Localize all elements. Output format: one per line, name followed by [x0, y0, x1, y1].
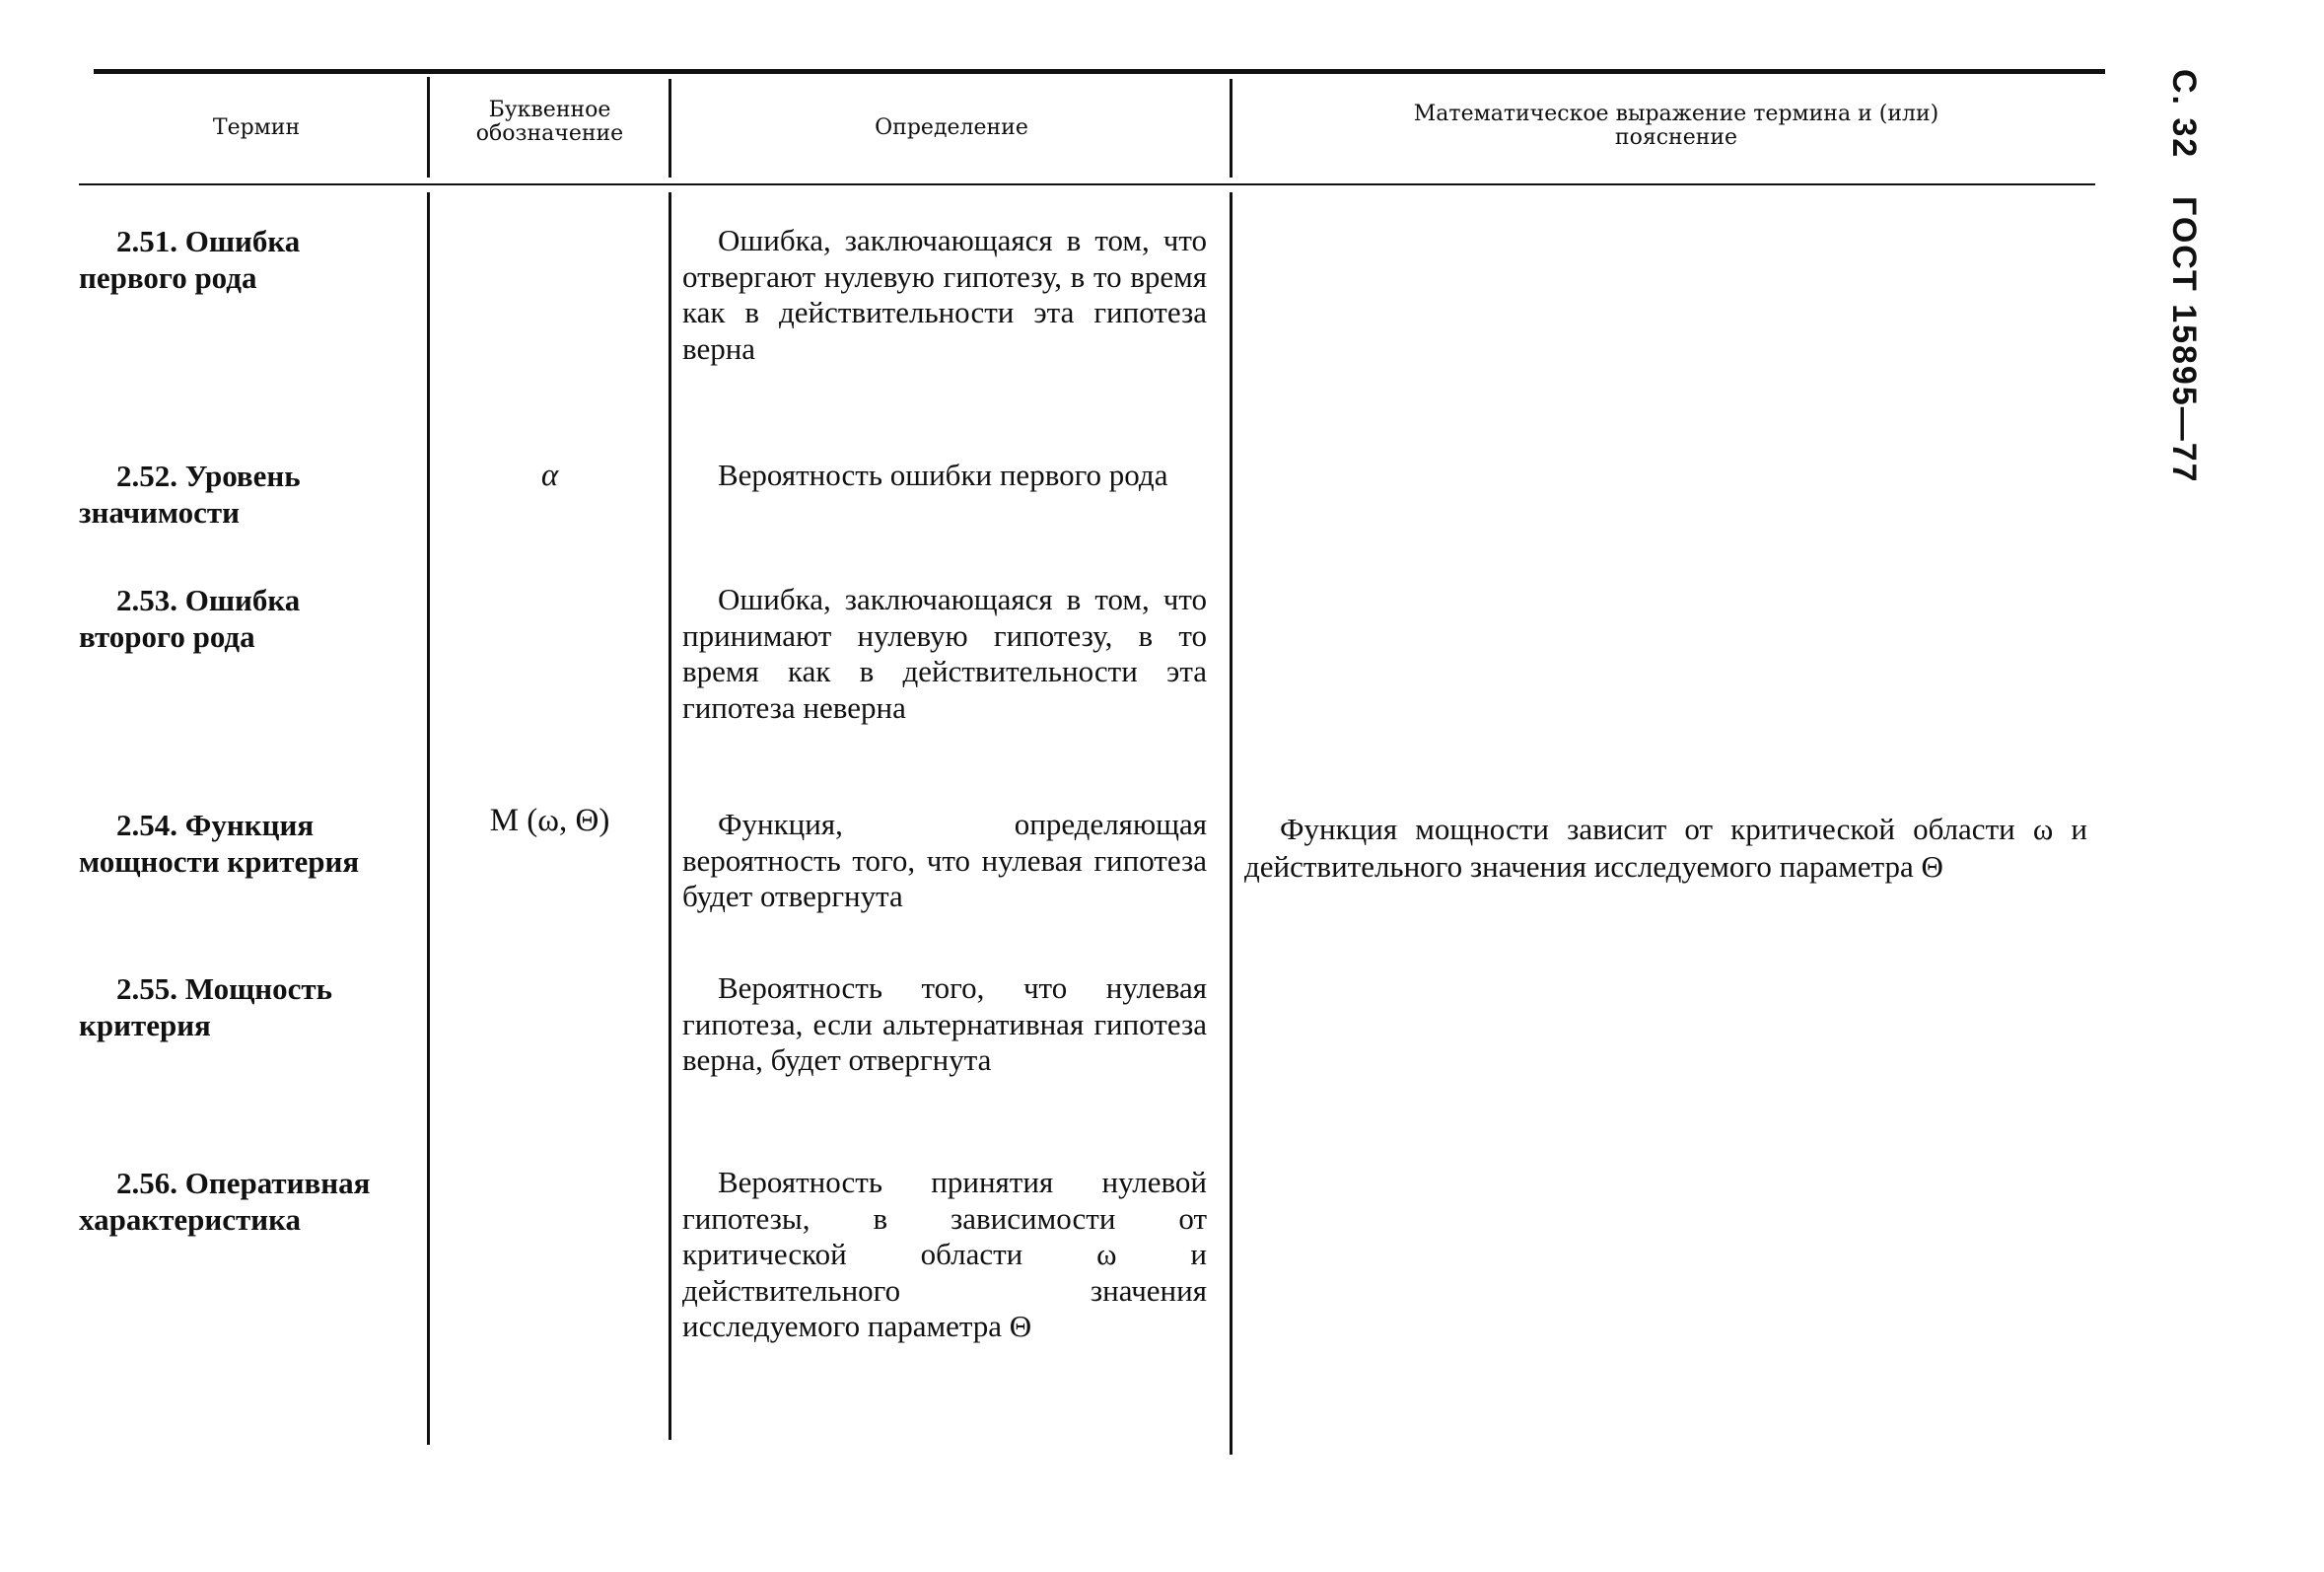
table-row-2-54-definition: Функция, определяющая вероятность того, что нулевая гипотеза будет отвергнута [682, 807, 1207, 913]
term-name: Функция мощности критерия [79, 808, 360, 879]
table-row-2-56-definition: Вероятность принятия нулевой гипотезы, в зависимости от критической области ω и действительного значения исследуемого параметра Θ [682, 1165, 1207, 1343]
column-divider-1 [427, 77, 430, 178]
table-row-2-52-definition: Вероятность ошибки первого рода [718, 458, 1168, 492]
term-name: Ошибка первого рода [79, 224, 301, 295]
table-row-2-55-term [79, 970, 404, 1043]
header-definition: Определение [875, 115, 1028, 140]
table-row-2-56-term [79, 1165, 385, 1238]
table-row-2-52-term [79, 458, 404, 531]
term-name: Уровень значимости [79, 459, 301, 530]
standard-designation: ГОСТ 15895—77 [2165, 195, 2203, 484]
header-term: Термин [212, 115, 301, 140]
term-number: 2.53. [116, 583, 177, 617]
term-number: 2.51. [116, 224, 177, 258]
page-number: С. 32 [2165, 69, 2203, 160]
term-number: 2.52. [116, 459, 177, 493]
table-row-2-54-symbol: M (ω, Θ) [489, 803, 610, 838]
column-divider-2 [669, 79, 671, 178]
column-divider-3-body [1230, 192, 1232, 1455]
header-symbol: Буквенное обозначение [475, 98, 624, 146]
term-number: 2.54. [116, 808, 177, 842]
header-explanation: Математическое выражение термина и (или) пояснение [1413, 102, 1939, 150]
table-row-2-53-definition: Ошибка, заключающаяся в том, что принимают нулевую гипотезу, в то время как в действительности эта гипотеза неверна [682, 582, 1207, 725]
header-bottom-rule [79, 183, 2095, 185]
term-number: 2.56. [116, 1166, 177, 1200]
table-row-2-55-definition: Вероятность того, что нулевая гипотеза, если альтернативная гипотеза верна, будет отвергнута [682, 970, 1207, 1077]
page-running-head [2164, 69, 2203, 509]
term-name: Мощность критерия [79, 971, 333, 1042]
term-number: 2.55. [116, 971, 177, 1006]
term-name: Ошибка второго рода [79, 583, 301, 654]
table-row-2-52-symbol [434, 458, 666, 494]
term-name: Оперативная характеристика [79, 1166, 371, 1237]
symbol-alpha: α [540, 458, 559, 493]
table-row-2-51-definition: Ошибка, заключающаяся в том, что отвергают нулевую гипотезу, в то время как в действительности эта гипотеза верна [682, 223, 1207, 366]
column-divider-1-body [427, 192, 430, 1445]
column-divider-3 [1230, 79, 1232, 178]
table-row-2-53-term [79, 582, 404, 655]
table-row-2-51-term [79, 223, 404, 296]
table-top-rule [94, 69, 2105, 74]
column-divider-2-body [669, 192, 671, 1440]
table-row-2-54-term [79, 807, 404, 880]
table-row-2-54-explanation: Функция мощности зависит от критической области ω и действительного значения исследуемого параметра Θ [1244, 812, 2087, 884]
